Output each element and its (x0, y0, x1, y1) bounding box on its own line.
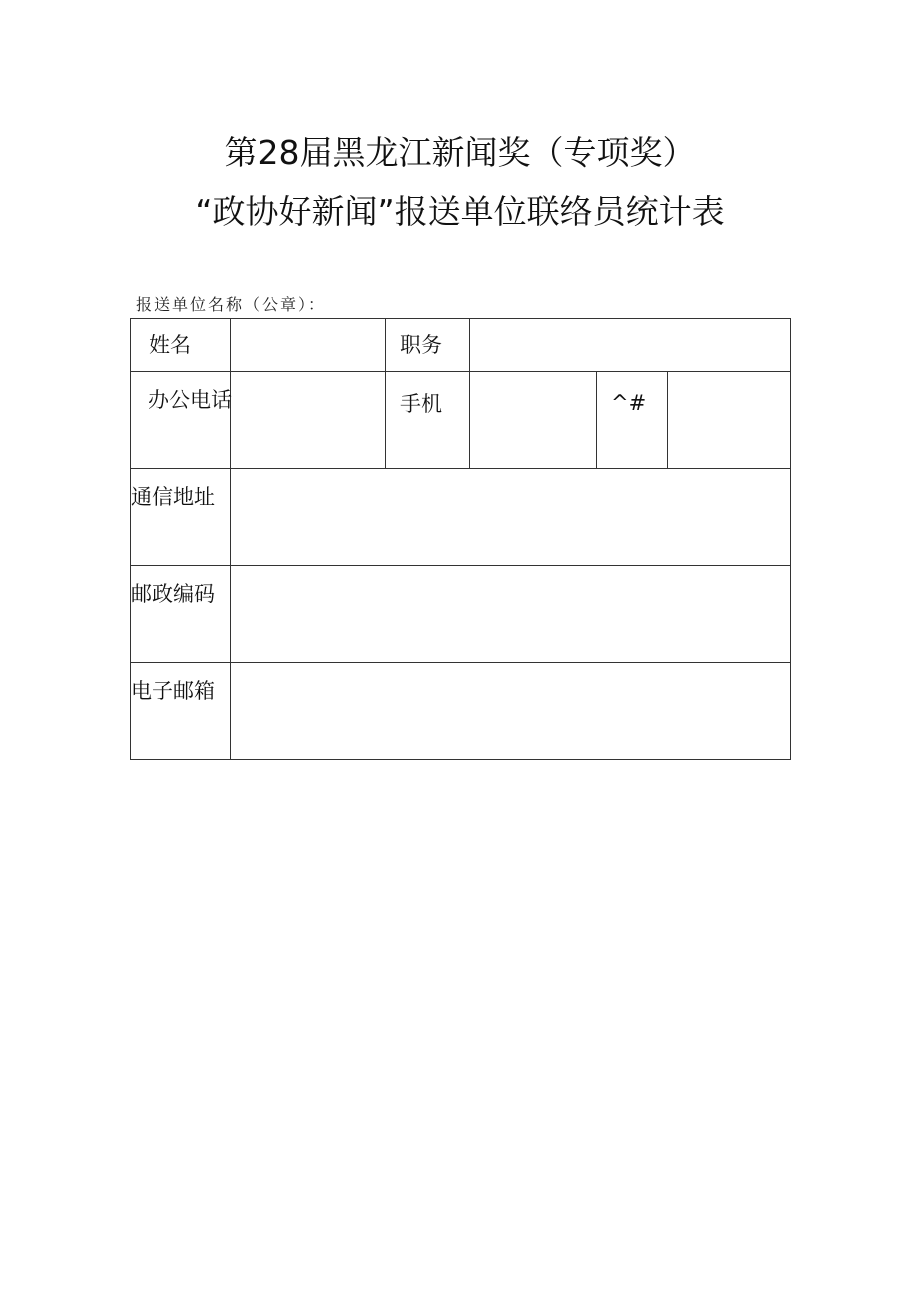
reporting-unit-label: 报送单位名称（公章）： (136, 295, 327, 314)
document-title-line-1: 第28届黑龙江新闻奖（专项奖） (224, 133, 696, 172)
table-row (131, 566, 791, 663)
office-phone-label-cell (131, 372, 231, 469)
other-input-cell[interactable] (668, 372, 791, 469)
address-label: 通信地址 (131, 485, 215, 509)
office-phone-input-cell[interactable] (231, 372, 386, 469)
other-label: ^# (611, 391, 647, 415)
liaison-form-table (130, 318, 791, 760)
address-input-cell[interactable] (231, 469, 791, 566)
name-label-cell (131, 319, 231, 372)
office-phone-label: 办公电话 (148, 388, 232, 412)
mobile-input-cell[interactable] (470, 372, 597, 469)
table-row (131, 319, 791, 372)
mobile-label: 手机 (400, 392, 442, 416)
postcode-label-cell (131, 566, 231, 663)
email-input-cell[interactable] (231, 663, 791, 760)
postcode-label: 邮政编码 (131, 582, 215, 606)
other-label-cell (597, 372, 668, 469)
name-input-cell[interactable] (231, 319, 386, 372)
document-title-line-2: “政协好新闻”报送单位联络员统计表 (195, 192, 725, 231)
table-row (131, 372, 791, 469)
email-label-cell (131, 663, 231, 760)
address-label-cell (131, 469, 231, 566)
table-row (131, 663, 791, 760)
email-label: 电子邮箱 (131, 679, 215, 703)
position-label-cell (386, 319, 470, 372)
postcode-input-cell[interactable] (231, 566, 791, 663)
table-row (131, 469, 791, 566)
mobile-label-cell (386, 372, 470, 469)
name-label: 姓名 (149, 333, 191, 357)
position-label: 职务 (400, 333, 442, 357)
position-input-cell[interactable] (470, 319, 791, 372)
